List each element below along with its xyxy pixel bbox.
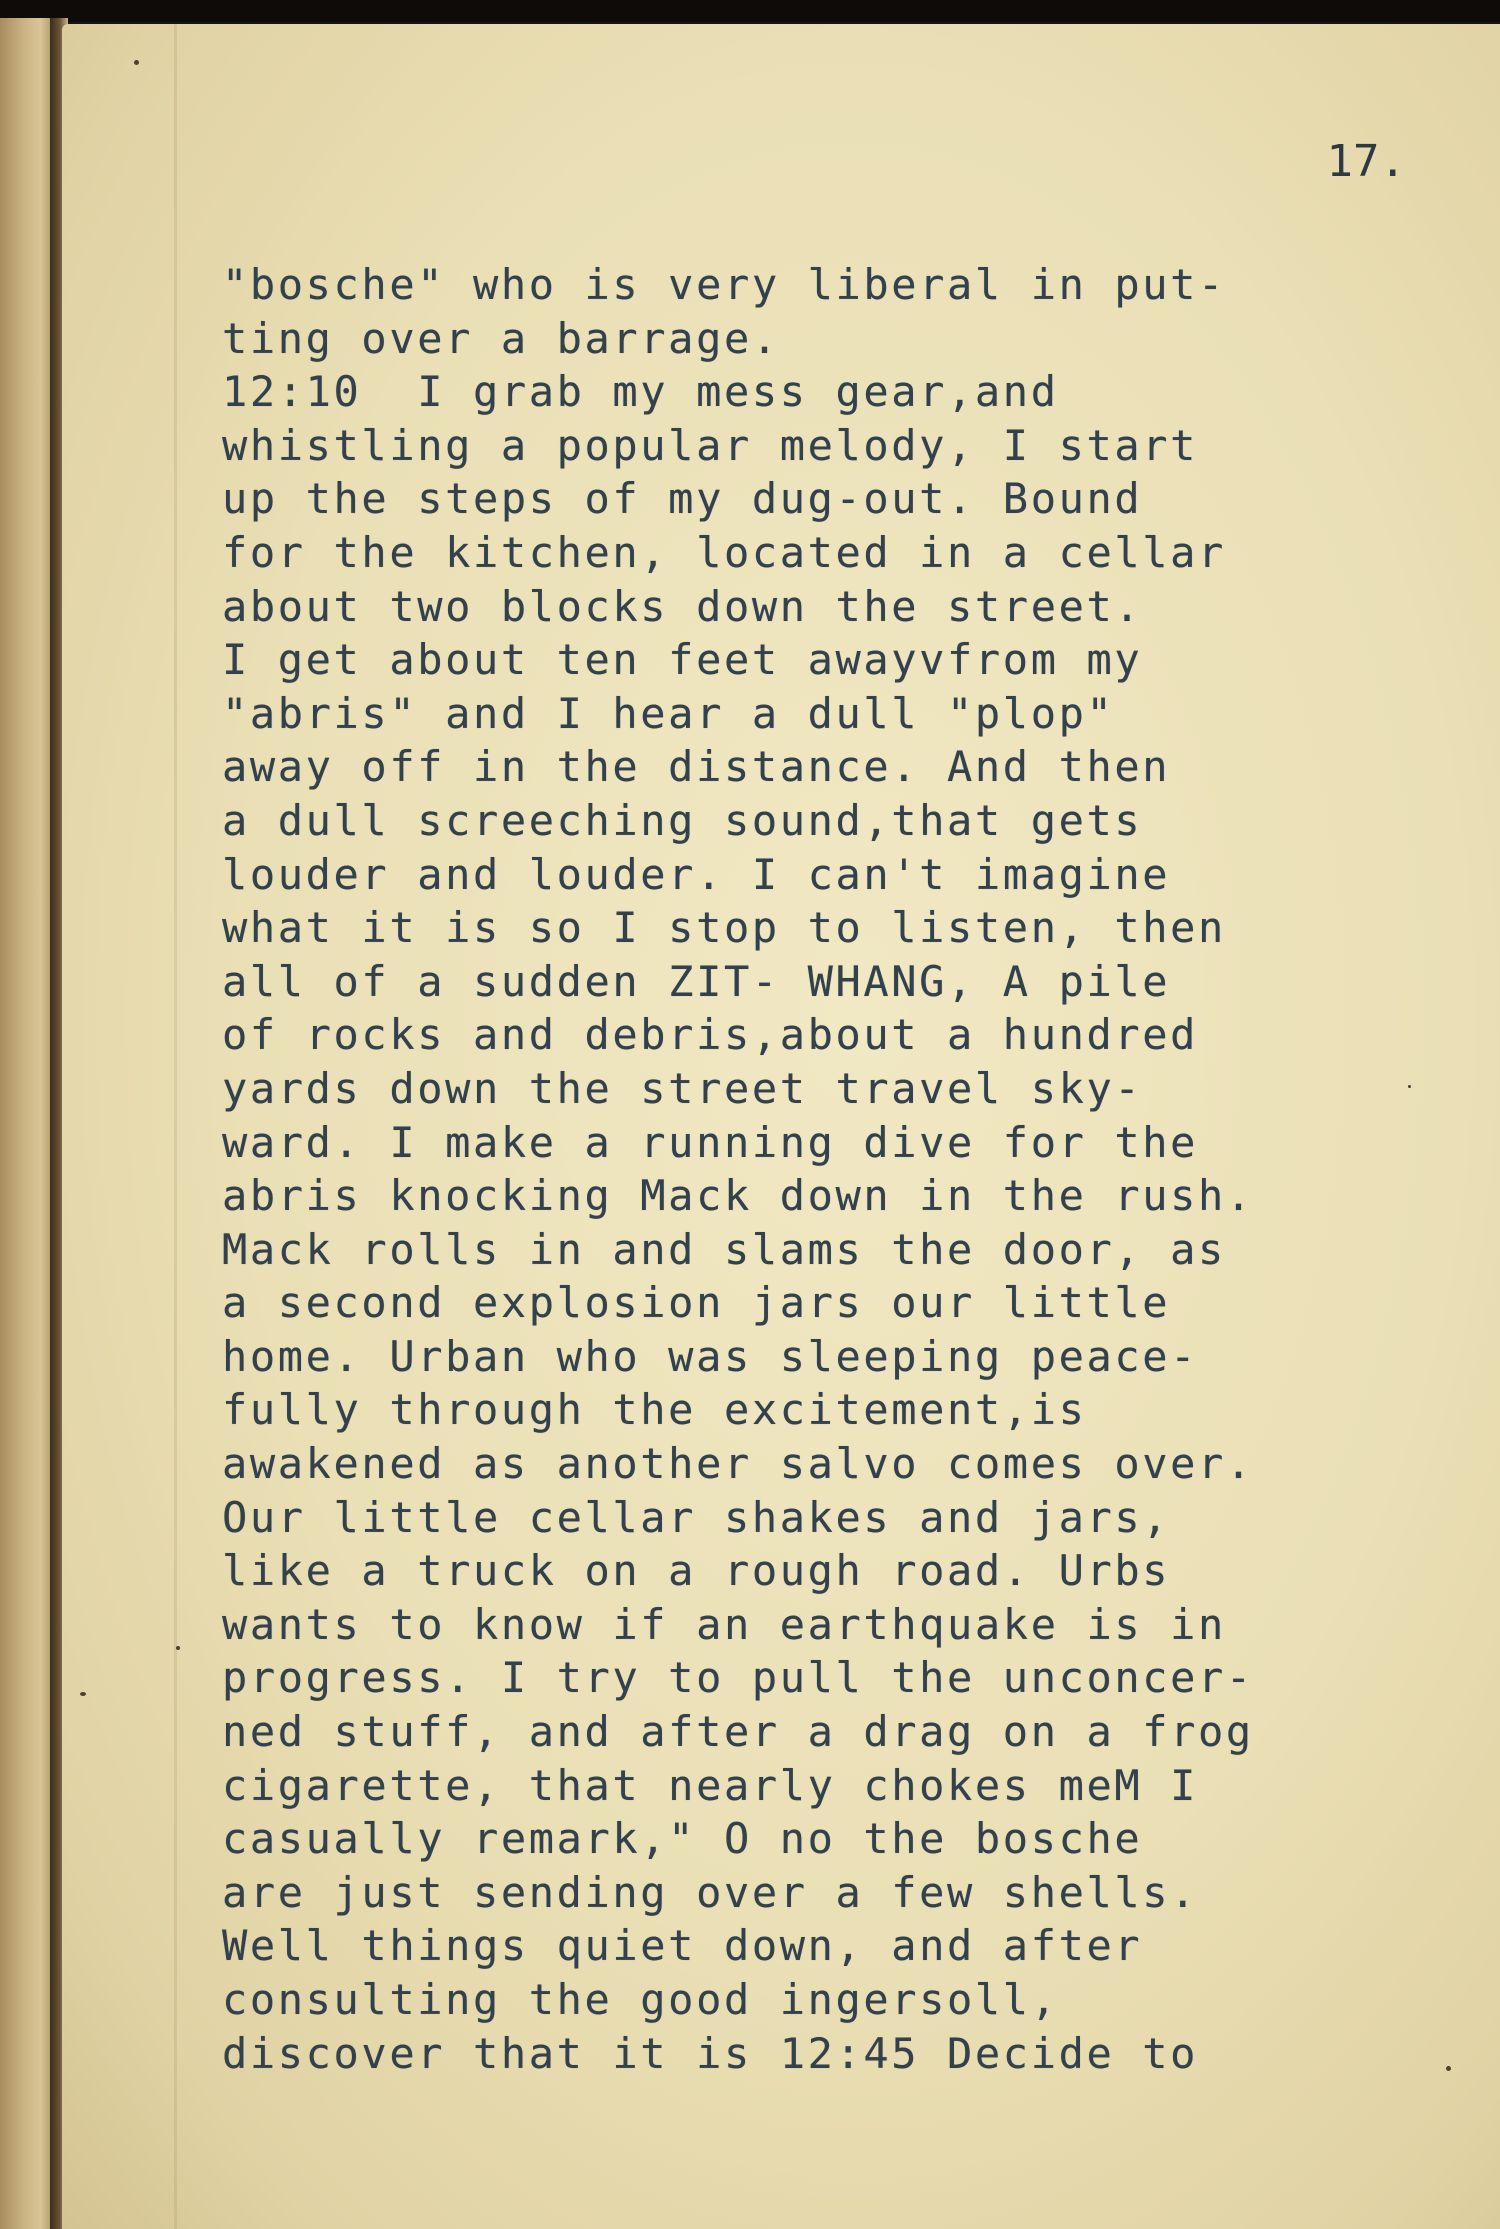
text-line: discover that it is 12:45 Decide to — [222, 2028, 1199, 2078]
text-line: louder and louder. I can't imagine — [222, 849, 1171, 899]
text-line: consulting the good ingersoll, — [222, 1975, 1059, 2024]
text-line: ward. I make a running dive for the — [222, 1117, 1199, 1167]
text-line: are just sending over a few shells. — [222, 1867, 1199, 1917]
text-line: ned stuff, and after a drag on a frog — [222, 1707, 1254, 1757]
typewritten-text — [222, 258, 1462, 2080]
text-line: wants to know if an earthquake is in — [222, 1599, 1226, 1649]
text-line: Mack rolls in and slams the door, as — [222, 1224, 1226, 1274]
text-line: yards down the street travel sky- — [222, 1063, 1143, 1113]
text-line: progress. I try to pull the unconcer- — [222, 1653, 1254, 1703]
text-line: Well things quiet down, and after — [222, 1921, 1143, 1971]
text-line: casually remark," O no the bosche — [222, 1814, 1143, 1864]
text-line: about two blocks down the street. — [222, 581, 1143, 631]
text-line: home. Urban who was sleeping peace- — [222, 1331, 1199, 1381]
text-line: 12:10 I grab my mess gear,and — [222, 367, 1059, 417]
text-line: away off in the distance. And then — [222, 742, 1171, 792]
text-line: of rocks and debris,about a hundred — [222, 1010, 1199, 1060]
ink-speck — [176, 1646, 180, 1650]
ink-speck — [134, 60, 139, 65]
text-line: like a truck on a rough road. Urbs — [222, 1546, 1171, 1596]
text-line: Our little cellar shakes and jars, — [222, 1492, 1171, 1542]
text-line: up the steps of my dug-out. Bound — [222, 474, 1143, 524]
text-line: I get about ten feet awayvfrom my — [222, 635, 1143, 685]
text-line: all of a sudden ZIT- WHANG, A pile — [222, 956, 1171, 1006]
page-number: 17. — [1326, 136, 1406, 187]
top-edge — [0, 0, 1500, 22]
text-line: ting over a barrage. — [222, 313, 780, 363]
text-line: awakened as another salvo comes over. — [222, 1439, 1254, 1489]
text-line: a second explosion jars our little — [222, 1278, 1171, 1328]
text-line: abris knocking Mack down in the rush. — [222, 1171, 1254, 1221]
text-line: "bosche" who is very liberal in put- — [222, 260, 1226, 309]
text-line: a dull screeching sound,that gets — [222, 795, 1143, 845]
text-line: fully through the excitement,is — [222, 1385, 1087, 1435]
text-line: whistling a popular melody, I start — [222, 420, 1199, 470]
text-line: what it is so I stop to listen, then — [222, 903, 1226, 953]
page-crease — [174, 24, 177, 2229]
ink-speck — [80, 1692, 86, 1696]
text-line: cigarette, that nearly chokes meM I — [222, 1760, 1199, 1810]
text-line: for the kitchen, located in a cellar — [222, 527, 1226, 577]
text-line: "abris" and I hear a dull "plop" — [222, 688, 1115, 738]
